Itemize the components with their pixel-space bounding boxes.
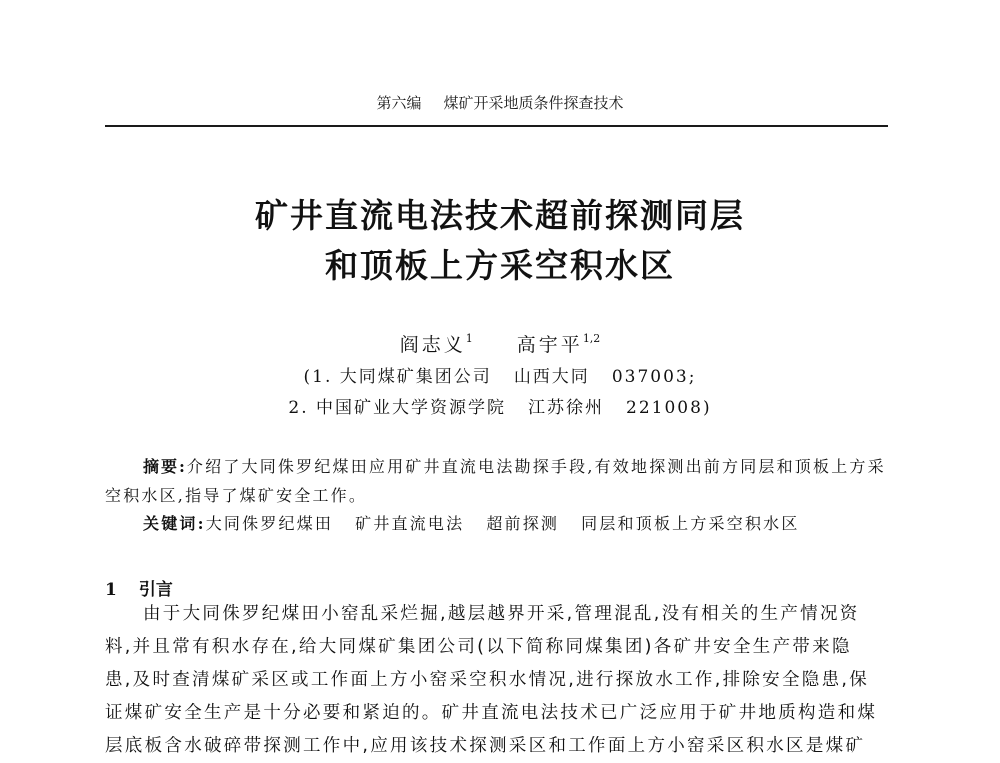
running-header	[0, 92, 1000, 113]
abstract-text: 介绍了大同侏罗纪煤田应用矿井直流电法勘探手段,有效地探测出前方同层和顶板上方采空积水区,指导了煤矿安全工作。	[105, 457, 886, 505]
section-title: 引言	[138, 580, 173, 600]
body-line: 层底板含水破碎带探测工作中,应用该技术探测采区和工作面上方小窑采区积水区是煤矿	[105, 736, 866, 756]
section-heading	[105, 575, 173, 600]
affiliation-line-1	[0, 362, 1000, 387]
header-rule	[105, 125, 888, 127]
affiliation-org: 2. 中国矿业大学资源学院	[288, 398, 507, 418]
section-number: 1	[105, 580, 117, 600]
author-list	[0, 330, 1000, 357]
keyword: 大同侏罗纪煤田	[205, 514, 334, 533]
abstract	[105, 452, 888, 510]
paper-title-line-2: 和顶板上方采空积水区	[325, 246, 675, 285]
body-line: 由于大同侏罗纪煤田小窑乱采烂掘,越层越界开采,管理混乱,没有相关的生产情况资	[143, 604, 860, 624]
author-affil-mark: 1,2	[582, 332, 601, 345]
body-line: 患,及时查清煤矿采区或工作面上方小窑采空积水情况,进行探放水工作,排除安全隐患,保	[105, 670, 870, 690]
author-name: 高宇平	[516, 334, 583, 356]
author-affil-mark: 1	[465, 332, 473, 345]
abstract-label: 摘要:	[143, 457, 187, 476]
author-name: 阎志义	[399, 334, 466, 356]
keyword: 超前探测	[486, 514, 560, 533]
body-line: 料,并且常有积水存在,给大同煤矿集团公司(以下简称同煤集团)各矿井安全生产带来隐	[105, 637, 852, 657]
affiliation-place: 江苏徐州	[528, 398, 605, 418]
keyword: 矿井直流电法	[355, 514, 465, 533]
running-header-section: 煤矿开采地质条件探查技术	[443, 94, 624, 112]
affiliation-line-2	[0, 393, 1000, 418]
keywords-label: 关键词:	[143, 514, 206, 533]
affiliation-postcode: 221008)	[626, 398, 712, 418]
affiliation-postcode: 037003;	[611, 367, 697, 387]
running-header-part: 第六编	[376, 94, 422, 112]
keywords	[143, 511, 800, 534]
keyword: 同层和顶板上方采空积水区	[581, 514, 800, 533]
affiliation-place: 山西大同	[513, 367, 590, 387]
paper-title-line-1: 矿井直流电法技术超前探测同层	[255, 196, 745, 235]
section-body	[105, 598, 895, 763]
affiliation-org: (1. 大同煤矿集团公司	[303, 367, 492, 387]
body-line: 证煤矿安全生产是十分必要和紧迫的。矿井直流电法技术已广泛应用于矿井地质构造和煤	[105, 703, 878, 723]
